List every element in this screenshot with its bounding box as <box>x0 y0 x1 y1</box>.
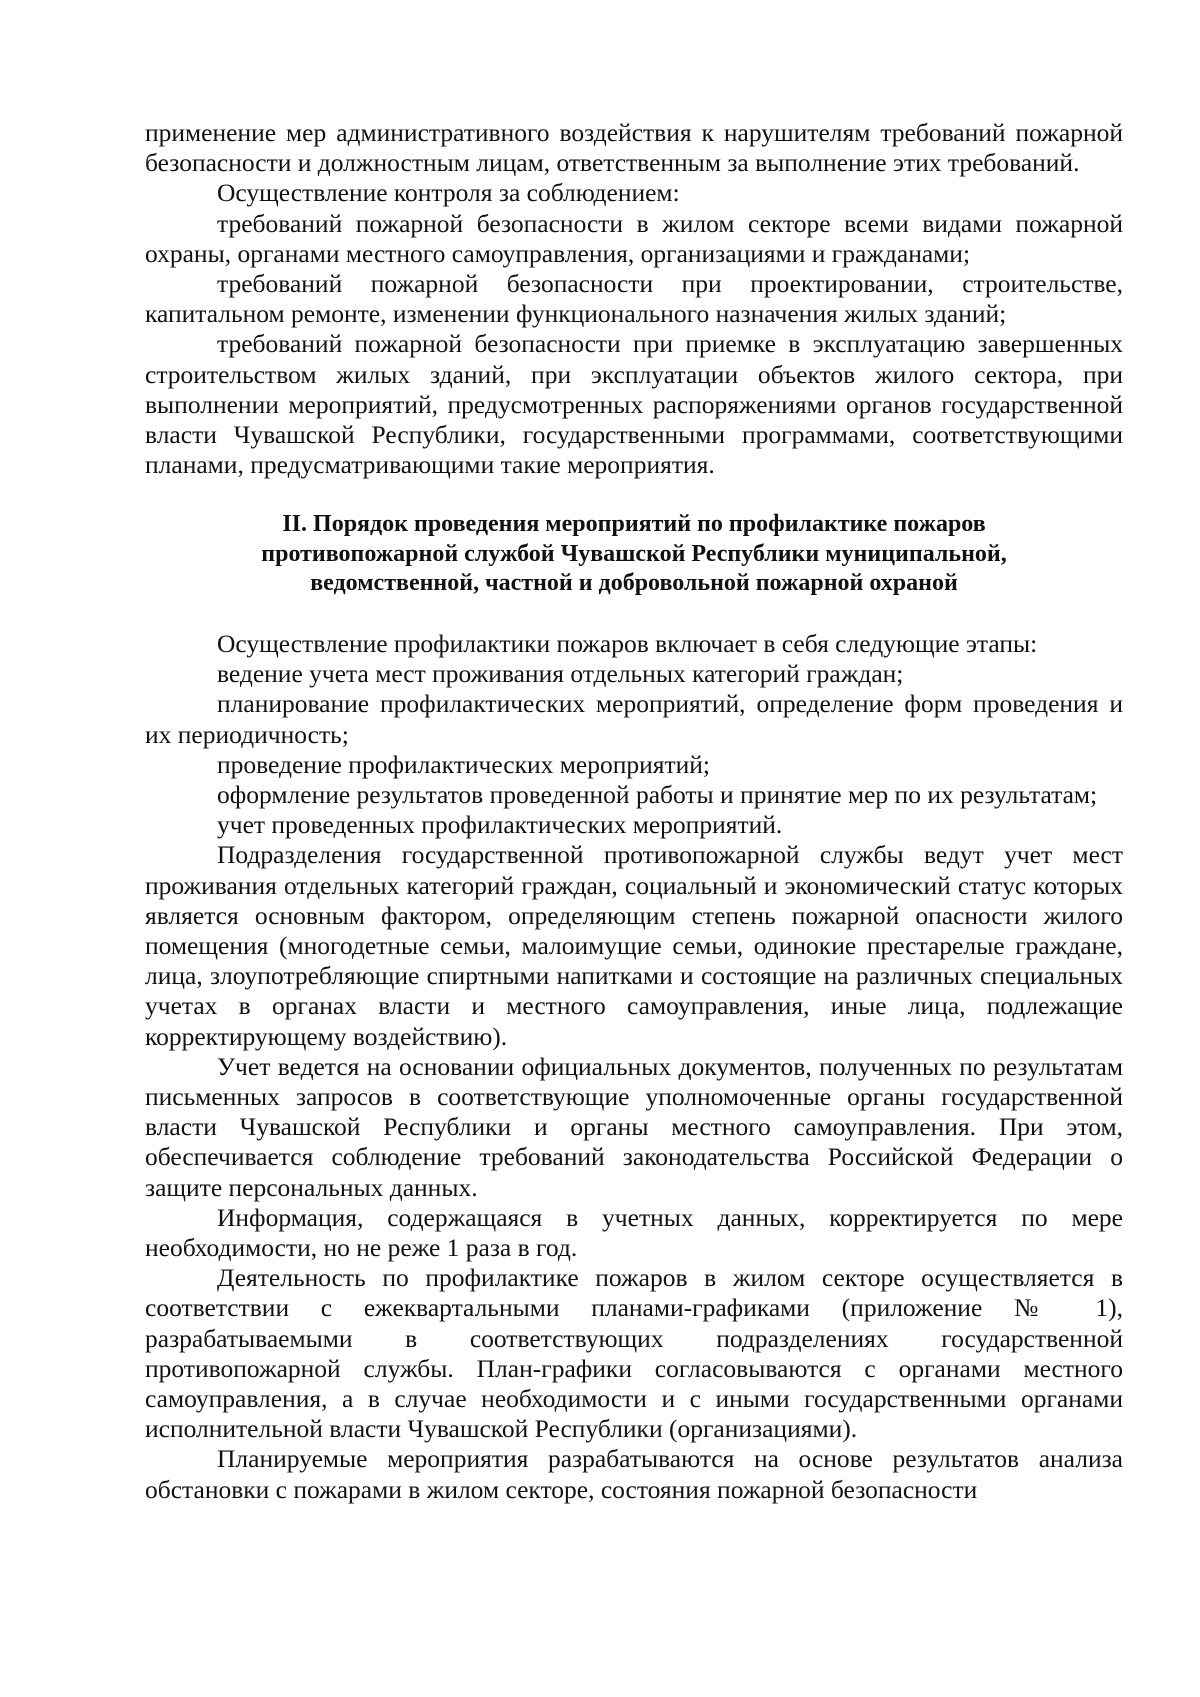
section-heading-line: ведомственной, частной и добровольной пожарной охраной <box>310 570 958 597</box>
paragraph: Осуществление профилактики пожаров включает в себя следующие этапы: <box>217 628 1038 658</box>
paragraph: Осуществление контроля за соблюдением: <box>217 178 680 208</box>
paragraph: оформление результатов проведенной работы и принятие мер по их результатам; <box>217 779 1098 809</box>
paragraph: Планируемые мероприятия разрабатываются на основе результатов анализа обстановки с пожарами в жилом секторе, состояния пожарной безопасности <box>145 1444 1123 1504</box>
paragraph: проведение профилактических мероприятий; <box>217 749 711 779</box>
paragraph: Информация, содержащаяся в учетных данных, корректируется по мере необходимости, но не реже 1 раза в год. <box>145 1202 1123 1262</box>
section-heading <box>145 510 1123 599</box>
section-heading-line: противопожарной службой Чувашской Республики муниципальной, <box>261 540 1007 567</box>
paragraph: планирование профилактических мероприятий, определение форм проведения и их периодичность; <box>145 689 1123 749</box>
paragraph: Учет ведется на основании официальных документов, полученных по результатам письменных запросов в соответствующие уполномоченные органы государственной власти Чувашской Республики и органы местного самоуправления. При этом, обеспечивается соблюдение требований законодательства Российской Федерации о защите персональных данных. <box>145 1051 1123 1202</box>
paragraph-continuation: применение мер административного воздействия к нарушителям требований пожарной безопасности и должностным лицам, ответственным за выполнение этих требований. <box>145 118 1123 178</box>
paragraph: требований пожарной безопасности в жилом секторе всеми видами пожарной охраны, органами местного самоуправления, организациями и гражданами; <box>145 208 1123 268</box>
paragraph: Деятельность по профилактике пожаров в жилом секторе осуществляется в соответствии с ежеквартальными планами-графиками (приложение № 1), разрабатываемыми в соответствующих подразделениях государственной противопожарной службы. План-графики согласовываются с органами местного самоуправления, а в случае необходимости и с иными государственными органами исполнительной власти Чувашской Республики (организациями). <box>145 1263 1123 1444</box>
paragraph: ведение учета мест проживания отдельных категорий граждан; <box>217 659 904 689</box>
section-heading-line: II. Порядок проведения мероприятий по профилактике пожаров <box>282 511 986 538</box>
paragraph: Подразделения государственной противопожарной службы ведут учет мест проживания отдельных категорий граждан, социальный и экономический статус которых является основным фактором, определяющим степень пожарной опасности жилого помещения (многодетные семьи, малоимущие семьи, одинокие престарелые граждане, лица, злоупотребляющие спиртными напитками и состоящие на различных специальных учетах в органах власти и местного самоуправления, иные лица, подлежащие корректирующему воздействию). <box>145 840 1123 1051</box>
paragraph: требований пожарной безопасности при проектировании, строительстве, капитальном ремонте, изменении функционального назначения жилых зданий; <box>145 269 1123 329</box>
paragraph: требований пожарной безопасности при приемке в эксплуатацию завершенных строительством жилых зданий, при эксплуатации объектов жилого сектора, при выполнении мероприятий, предусмотренных распоряжениями органов государственной власти Чувашской Республики, государственными программами, соответствующими планами, предусматривающими такие мероприятия. <box>145 329 1123 480</box>
document-body <box>145 118 1123 1505</box>
paragraph: учет проведенных профилактических мероприятий. <box>217 810 783 840</box>
